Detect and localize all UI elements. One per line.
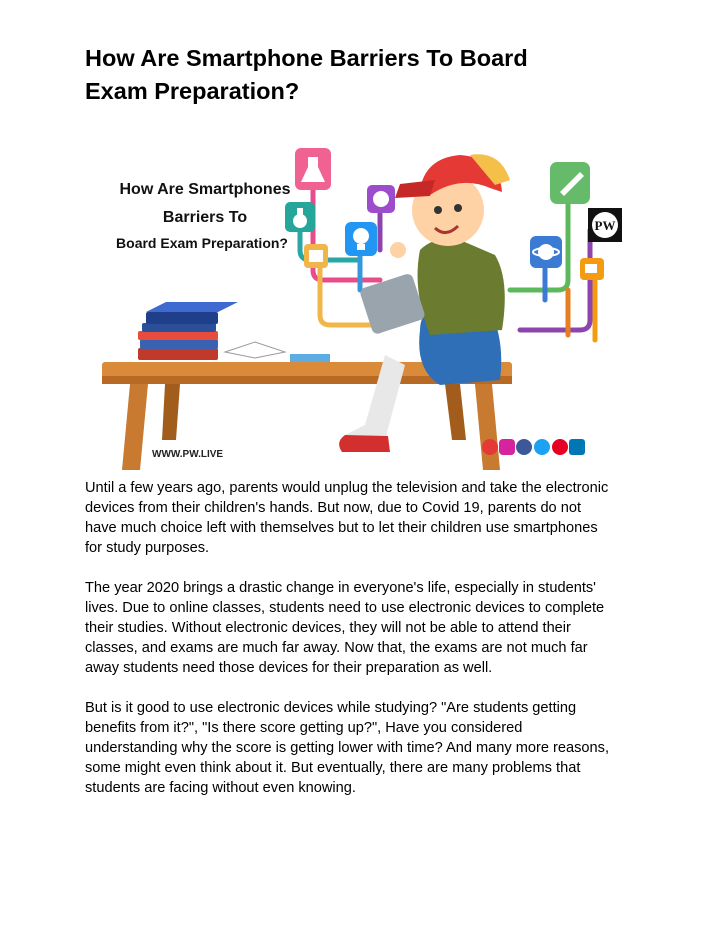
instagram-icon — [499, 439, 515, 455]
page-title — [85, 42, 645, 108]
linkedin-icon — [569, 439, 585, 455]
planet-icon — [530, 236, 562, 268]
flask-icon — [285, 202, 315, 232]
paragraph-line: But is it good to use electronic devices while studying? "Are students getting — [85, 700, 577, 716]
paragraph-line: away students need those devices for their preparation as well. — [85, 660, 493, 676]
paragraph-line: benefits from it?", "Is there score getting up?", Have you considered — [85, 720, 523, 736]
website-watermark: WWW.PW.LIVE — [152, 449, 224, 460]
paragraph-line: classes, and exams are much far away. Now that, the exams are not much far — [85, 640, 588, 656]
paragraph-1 — [85, 478, 645, 558]
paragraph-line: Until a few years ago, parents would unplug the television and take the electronic — [85, 480, 609, 496]
paragraph-line: devices from their children's hands. But now, due to Covid 19, parents do not — [85, 500, 582, 516]
illustration-title-line-3: Board Exam Preparation? — [116, 235, 288, 251]
illustration-svg — [90, 140, 630, 470]
globe-icon — [367, 185, 395, 213]
youtube-icon — [482, 439, 498, 455]
pinterest-icon — [552, 439, 568, 455]
pencil-icon — [550, 162, 590, 204]
article-body — [85, 478, 645, 818]
twitter-icon — [534, 439, 550, 455]
calculator-icon — [304, 244, 328, 268]
pw-logo — [588, 208, 622, 242]
illustration-title-line-2: Barriers To — [162, 209, 248, 226]
open-book — [225, 342, 330, 362]
paragraph-2 — [85, 578, 645, 678]
paragraph-line: some might even think about it. But eventually, there are many problems that — [85, 760, 581, 776]
illustration-title-line-1: How Are Smartphones — [119, 181, 291, 198]
paragraph-line: The year 2020 brings a drastic change in everyone's life, especially in students' — [85, 580, 596, 596]
facebook-icon — [516, 439, 532, 455]
paragraph-line: their studies. Without electronic devices, they will not be able to attend their — [85, 620, 571, 636]
page-title-line-2: Exam Preparation? — [85, 78, 300, 104]
lightbulb-icon — [345, 222, 377, 256]
paragraph-line: lives. Due to online classes, students need to use electronic devices to complete — [85, 600, 605, 616]
paragraph-line: students are facing without even knowing. — [85, 780, 356, 796]
beaker-icon — [295, 148, 331, 190]
battery-icon — [580, 258, 604, 280]
paragraph-line: for study purposes. — [85, 540, 210, 556]
paragraph-line: have much choice left with themselves but to let their children use smartphones — [85, 520, 598, 536]
page-title-line-1: How Are Smartphone Barriers To Board — [85, 45, 528, 71]
pw-logo-text: PW — [594, 218, 616, 233]
book-stack — [138, 302, 238, 360]
hero-illustration — [90, 140, 630, 470]
paragraph-3 — [85, 698, 645, 798]
paragraph-line: understanding why the score is getting lower with time? And many more reasons, — [85, 740, 610, 756]
